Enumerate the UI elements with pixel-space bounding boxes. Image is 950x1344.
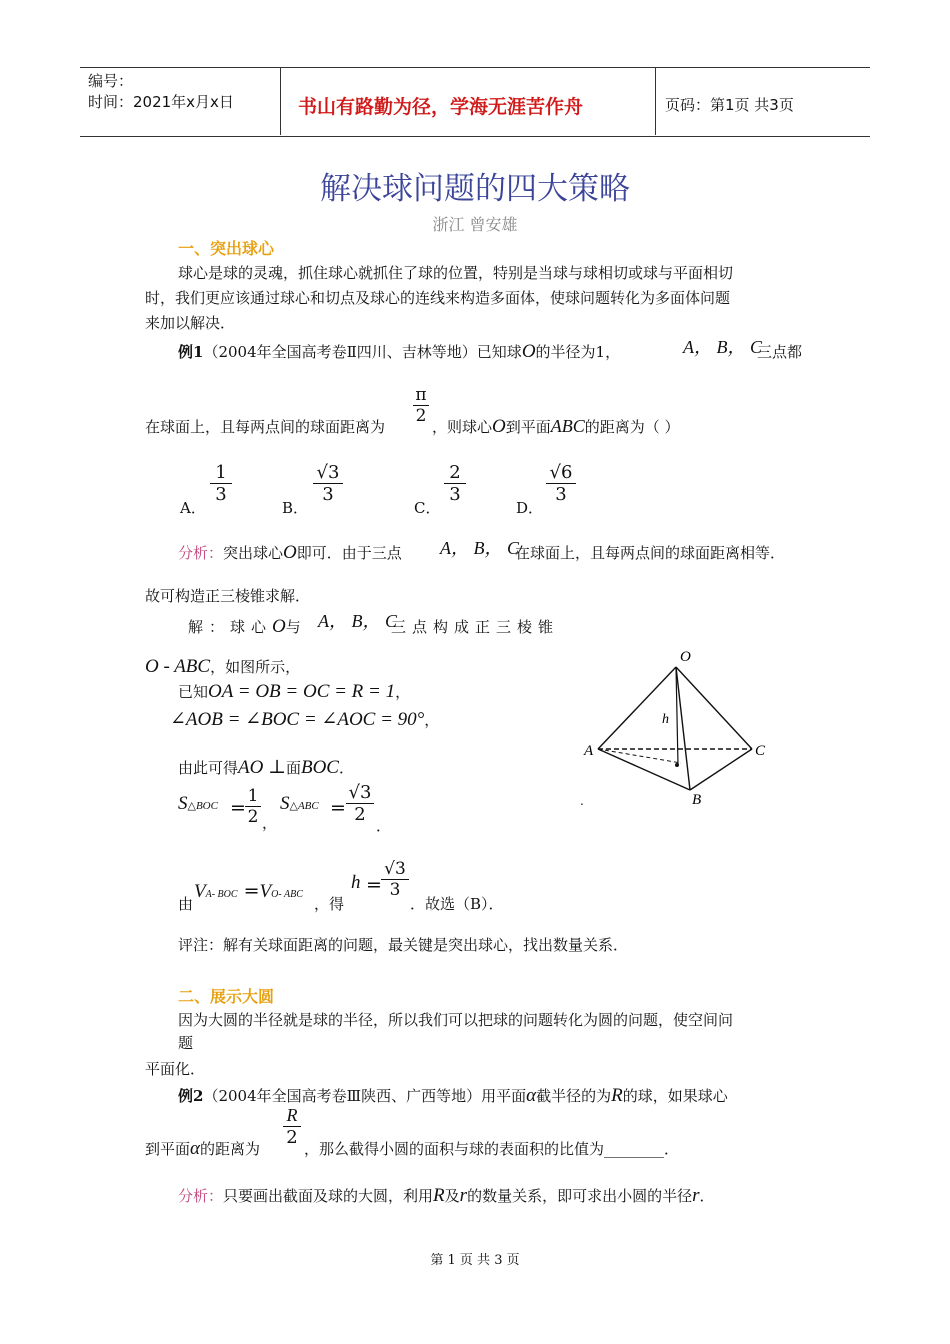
solution1-comment: 评注：解有关球面距离的问题，最关键是突出球心，找出数量关系．	[178, 936, 629, 954]
section2-line2: 题	[178, 1034, 194, 1052]
solution1-h: h	[351, 872, 361, 893]
figure-label-c: C	[755, 743, 766, 759]
section2-line3: 平面化．	[145, 1060, 206, 1078]
header-time: 时间：2021年x月x日	[88, 93, 234, 111]
solution1-h-frac: √3 3	[381, 859, 409, 900]
solution1-derive: 由此可得AO ⊥面BOC．	[178, 757, 354, 778]
solution1-pyramid-line: O - ABC，如图所示，	[145, 656, 301, 677]
section1-heading: 一、突出球心	[178, 239, 275, 258]
solution1-area-boc-frac: 1 2	[245, 786, 261, 827]
example1-pi-frac: π 2	[413, 385, 429, 426]
option-b-label: B．	[282, 499, 309, 517]
header-divider-2	[655, 67, 656, 135]
solution1-you: 由	[178, 895, 194, 913]
section1-line2: 时，我们更应该通过球心和切点及球心的连线来构造多面体，使球问题转化为多面体问题	[145, 289, 731, 307]
analysis1-line2: 故可构造正三棱锥求解．	[145, 587, 311, 605]
header-page-info: 页码：第1页 共3页	[665, 96, 794, 114]
header-motto: 书山有路勤为径，学海无涯苦作舟	[298, 96, 584, 118]
solution1-angles: ∠AOB = ∠BOC = ∠AOC = 90°，	[170, 709, 440, 730]
example1-points: A， B， C	[683, 337, 762, 357]
analysis2-label: 分析：	[178, 1187, 224, 1205]
page-title: 解决球问题的四大策略	[320, 171, 630, 207]
example2-line2a: 到平面α的距离为	[145, 1138, 261, 1159]
solution1-choose: ．故选（B）．	[410, 895, 504, 913]
header-number: 编号：	[88, 72, 134, 90]
example2-line2c: ，那么截得小圆的面积与球的表面积的比值为________．	[304, 1140, 680, 1158]
option-b-frac: √3 3	[313, 462, 343, 505]
section2-line1: 因为大圆的半径就是球的半径，所以我们可以把球的问题转化为圆的问题，使空间问	[178, 1011, 734, 1029]
option-a-label: A．	[180, 499, 206, 517]
example2-line1: 例2（2004年全国高考卷Ⅲ陕西、广西等地）用平面α截半径的为R的球，如果球心	[178, 1085, 728, 1106]
example1-line2: 在球面上，且每两点间的球面距离为	[145, 418, 386, 436]
figure-label-a: A	[584, 743, 594, 759]
option-a-frac: 1 3	[210, 462, 232, 505]
analysis1-line1: 分析：突出球心O即可．由于三点	[178, 542, 402, 563]
option-c-label: C．	[414, 499, 441, 517]
page-footer: 第 1 页 共 3 页	[430, 1253, 520, 1268]
example1-line2b: ，则球心O到平面ABC的距离为（ ）	[432, 416, 680, 437]
analysis2-line: 分析：只要画出截面及球的大圆，利用R及r的数量关系，即可求出小圆的半径r．	[178, 1185, 715, 1206]
example1-line1: 例1（2004年全国高考卷Ⅱ四川、吉林等地）已知球O的半径为1，	[178, 341, 621, 362]
figure-label-o: O	[680, 649, 691, 665]
solution1-area-boc: S△BOC	[178, 793, 218, 814]
option-d-frac: √6 3	[546, 462, 576, 505]
solution1-area-abc-frac: √3 2	[346, 782, 374, 825]
figure-dot: .	[580, 794, 584, 808]
option-d-label: D．	[516, 499, 544, 517]
solution1-points: A， B， C	[318, 611, 397, 631]
analysis1-points: A， B， C	[440, 538, 519, 558]
header-divider-1	[280, 67, 281, 135]
solution1-volume: VA- BOC =VO- ABC	[194, 880, 303, 902]
section1-line1: 球心是球的灵魂，抓住球心就抓住了球的位置，特别是当球与球相切或球与平面相切	[178, 264, 734, 282]
figure-label-b: B	[692, 792, 702, 808]
solution1-area-abc: S△ABC	[280, 793, 319, 814]
figure-label-h: h	[662, 712, 669, 727]
example1-three: 三点都	[757, 343, 803, 361]
example2-label: 例2	[178, 1087, 204, 1105]
section2-heading: 二、展示大圆	[178, 987, 275, 1006]
author: 浙江 曾安雄	[432, 215, 518, 234]
solution1-de: ，得	[314, 895, 345, 913]
option-c-frac: 2 3	[444, 462, 466, 505]
example2-r-frac: R 2	[283, 1105, 301, 1148]
solution1-line1: 解：球心O与	[188, 616, 307, 637]
analysis1-label: 分析：	[178, 544, 224, 562]
pyramid-figure	[570, 645, 770, 810]
analysis1-text3: 在球面上，且每两点间的球面距离相等．	[515, 544, 786, 562]
solution1-known: 已知OA = OB = OC = R = 1，	[178, 681, 411, 702]
section1-line3: 来加以解决．	[145, 314, 236, 332]
example1-label: 例1	[178, 343, 204, 361]
solution1-form: 三点构成正三棱锥	[391, 618, 560, 636]
